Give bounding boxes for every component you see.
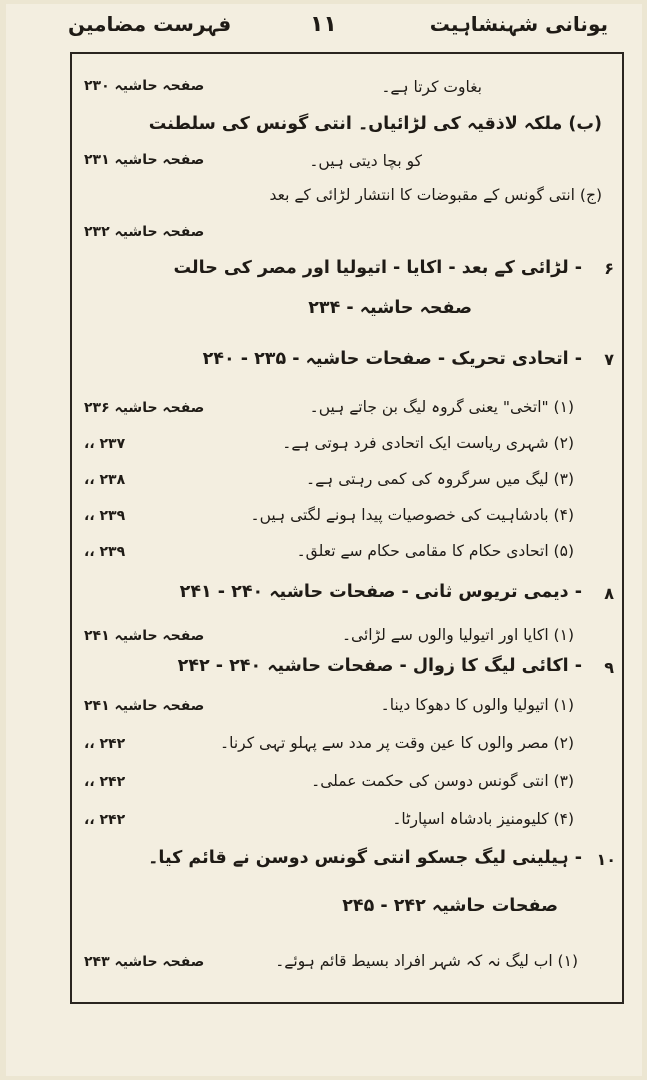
entry-page: صفحہ حاشیہ ۲۳۶ <box>84 400 205 416</box>
section-page-range: صفحہ حاشیہ - ۲۳۴ <box>308 298 472 318</box>
section-number: ۸ <box>604 584 614 603</box>
entry-text: (۳) انتی گونس دوسن کی حکمت عملی۔ <box>311 772 574 790</box>
entry-page: صفحہ حاشیہ ۲۴۱ <box>84 628 205 644</box>
section-heading: - ہیلینی لیگ جسکو انتی گونس دوسن نے قائم کیا۔ <box>148 848 582 868</box>
entry-text: (۱) اکایا اور اتیولیا والوں سے لڑائی۔ <box>341 626 574 644</box>
entry-page: صفحہ حاشیہ ۲۳۲ <box>84 224 205 240</box>
entry-page: ۲۳۷ ،، <box>84 436 126 452</box>
entry-page: صفحہ حاشیہ ۲۳۰ <box>84 78 205 94</box>
entry-text: (ب) ملکہ لاذقیہ کی لڑائیاں۔ انتی گونس کی سلطنت <box>148 114 602 134</box>
section-heading: - دیمی تریوس ثانی - صفحات حاشیہ ۲۴۰ - ۲۴۱ <box>179 582 582 602</box>
entry-page: صفحہ حاشیہ ۲۴۱ <box>84 698 205 714</box>
entry-text: کو بچا دیتی ہیں۔ <box>309 152 422 170</box>
entry-text: (۲) شہری ریاست ایک اتحادی فرد ہوتی ہے۔ <box>282 434 574 452</box>
section-number: ۷ <box>604 350 614 369</box>
entry-page: ۲۴۲ ،، <box>84 774 126 790</box>
book-title: یونانی شہنشاہیت <box>429 12 608 36</box>
page-number: ۱۱ <box>310 12 337 37</box>
entry-page: ۲۴۲ ،، <box>84 812 126 828</box>
entry-text: بغاوت کرتا ہے۔ <box>381 78 482 96</box>
entry-text: (۵) اتحادی حکام کا مقامی حکام سے تعلق۔ <box>296 542 574 560</box>
section-number: ۶ <box>604 259 614 278</box>
entry-text: (ج) انتی گونس کے مقبوضات کا انتشار لڑائی کے بعد <box>269 186 602 204</box>
entry-page: ۲۳۸ ،، <box>84 472 126 488</box>
section-number: ۱۰ <box>596 850 616 869</box>
section-number: ۹ <box>604 658 614 677</box>
header-contents-label: فہرست مضامین <box>68 12 232 36</box>
section-heading: - اکائی لیگ کا زوال - صفحات حاشیہ ۲۴۰ - ۲۴۲ <box>177 656 582 676</box>
entry-text: (۴) کلیومنیز بادشاہ اسپارٹا۔ <box>392 810 574 828</box>
entry-page: ۲۳۹ ،، <box>84 508 126 524</box>
entry-page: صفحہ حاشیہ ۲۳۱ <box>84 152 205 168</box>
book-page <box>6 4 642 1076</box>
entry-text: (۴) بادشاہیت کی خصوصیات پیدا ہونے لگتی ہیں۔ <box>250 506 574 524</box>
contents-frame <box>70 52 624 1004</box>
section-page-range: صفحات حاشیہ ۲۴۲ - ۲۴۵ <box>342 896 558 916</box>
section-heading: - اتحادی تحریک - صفحات حاشیہ - ۲۳۵ - ۲۴۰ <box>202 349 582 369</box>
entry-text: (۲) مصر والوں کا عین وقت پر مدد سے پہلو تہی کرنا۔ <box>220 734 574 752</box>
entry-page: صفحہ حاشیہ ۲۴۳ <box>84 954 205 970</box>
entry-text: (۳) لیگ میں سرگروہ کی کمی رہتی ہے۔ <box>306 470 574 488</box>
entry-text: (۱) "اتخی" یعنی گروہ لیگ بن جاتے ہیں۔ <box>309 398 574 416</box>
entry-text: (۱) اب لیگ نہ کہ شہر افراد بسیط قائم ہوئے۔ <box>275 952 578 970</box>
entry-text: (۱) اتیولیا والوں کا دھوکا دینا۔ <box>380 696 574 714</box>
entry-page: ۲۴۲ ،، <box>84 736 126 752</box>
section-heading: - لڑائی کے بعد - اکایا - اتیولیا اور مصر کی حالت <box>173 258 582 278</box>
entry-page: ۲۳۹ ،، <box>84 544 126 560</box>
